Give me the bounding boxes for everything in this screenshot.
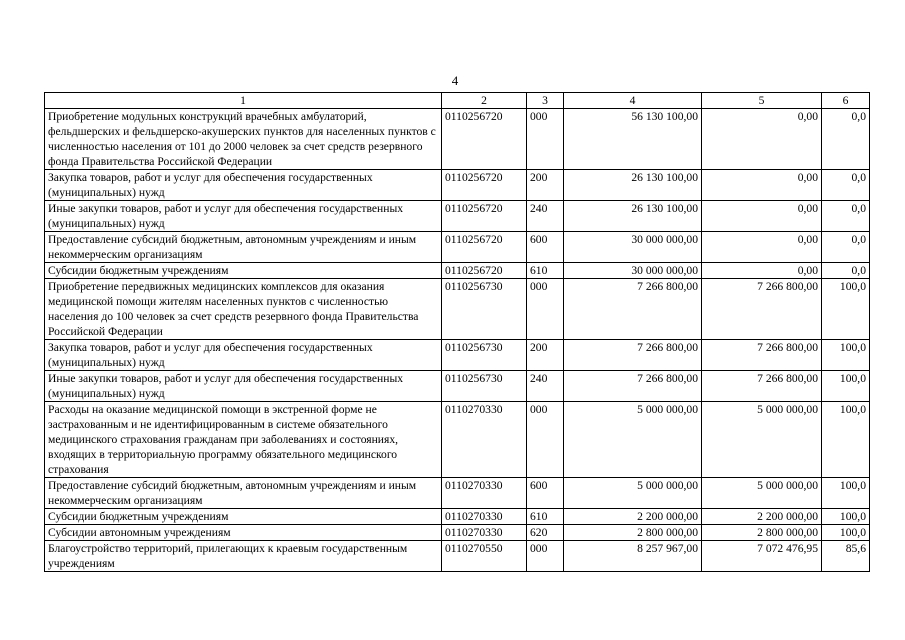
execution-percent: 100,0 <box>822 340 870 371</box>
execution-percent: 100,0 <box>822 478 870 509</box>
table-row <box>45 170 870 201</box>
column-header: 5 <box>702 93 822 109</box>
execution-percent: 100,0 <box>822 402 870 478</box>
table-row <box>45 509 870 525</box>
table-row <box>45 478 870 509</box>
execution-percent: 85,6 <box>822 541 870 572</box>
row-description: Предоставление субсидий бюджетным, автономным учреждениям и иным некоммерческим организациям <box>45 232 442 263</box>
column-header: 6 <box>822 93 870 109</box>
row-description: Закупка товаров, работ и услуг для обеспечения государственных (муниципальных) нужд <box>45 340 442 371</box>
row-description: Субсидии бюджетным учреждениям <box>45 509 442 525</box>
executed-amount: 7 266 800,00 <box>702 340 822 371</box>
target-article-code: 0110256720 <box>442 263 527 279</box>
table-row <box>45 541 870 572</box>
target-article-code: 0110270330 <box>442 402 527 478</box>
expense-type-code: 600 <box>527 478 564 509</box>
target-article-code: 0110270330 <box>442 509 527 525</box>
column-header: 2 <box>442 93 527 109</box>
expense-type-code: 000 <box>527 109 564 170</box>
execution-percent: 0,0 <box>822 232 870 263</box>
expense-type-code: 240 <box>527 371 564 402</box>
executed-amount: 2 800 000,00 <box>702 525 822 541</box>
table-row <box>45 525 870 541</box>
planned-amount: 8 257 967,00 <box>564 541 702 572</box>
expense-type-code: 200 <box>527 340 564 371</box>
page-number: 4 <box>451 73 459 88</box>
target-article-code: 0110256730 <box>442 371 527 402</box>
table-row <box>45 263 870 279</box>
table-row <box>45 279 870 340</box>
execution-percent: 100,0 <box>822 371 870 402</box>
row-description: Приобретение модульных конструкций врачебных амбулаторий, фельдшерских и фельдшерско-акушерских пунктов для населенных пунктов с численностью населения от 101 до 2000 человек за счет средств резервного фонда Правительства Российской Федерации <box>45 109 442 170</box>
planned-amount: 30 000 000,00 <box>564 232 702 263</box>
expense-type-code: 610 <box>527 263 564 279</box>
executed-amount: 0,00 <box>702 109 822 170</box>
table-body <box>45 109 870 572</box>
target-article-code: 0110256730 <box>442 279 527 340</box>
executed-amount: 0,00 <box>702 232 822 263</box>
row-description: Субсидии бюджетным учреждениям <box>45 263 442 279</box>
table-row <box>45 340 870 371</box>
row-description: Иные закупки товаров, работ и услуг для обеспечения государственных (муниципальных) нужд <box>45 201 442 232</box>
column-header: 1 <box>45 93 442 109</box>
planned-amount: 26 130 100,00 <box>564 201 702 232</box>
planned-amount: 56 130 100,00 <box>564 109 702 170</box>
row-description: Благоустройство территорий, прилегающих к краевым государственным учреждениям <box>45 541 442 572</box>
table-row <box>45 232 870 263</box>
budget-table <box>44 92 870 572</box>
executed-amount: 0,00 <box>702 263 822 279</box>
expense-type-code: 000 <box>527 279 564 340</box>
expense-type-code: 600 <box>527 232 564 263</box>
row-description: Расходы на оказание медицинской помощи в экстренной форме не застрахованным и не идентифицированным в системе обязательного медицинского страхования гражданам при заболеваниях и состояниях, входящих в территориальную программу обязательного медицинского страхования <box>45 402 442 478</box>
planned-amount: 2 800 000,00 <box>564 525 702 541</box>
expense-type-code: 240 <box>527 201 564 232</box>
target-article-code: 0110256720 <box>442 232 527 263</box>
expense-type-code: 610 <box>527 509 564 525</box>
expense-type-code: 000 <box>527 402 564 478</box>
execution-percent: 0,0 <box>822 170 870 201</box>
execution-percent: 0,0 <box>822 109 870 170</box>
execution-percent: 100,0 <box>822 509 870 525</box>
execution-percent: 0,0 <box>822 201 870 232</box>
target-article-code: 0110270330 <box>442 525 527 541</box>
planned-amount: 2 200 000,00 <box>564 509 702 525</box>
planned-amount: 7 266 800,00 <box>564 340 702 371</box>
executed-amount: 7 072 476,95 <box>702 541 822 572</box>
row-description: Приобретение передвижных медицинских комплексов для оказания медицинской помощи жителям населенных пунктов с численностью населения до 100 человек за счет средств резервного фонда Правительства Российской Федерации <box>45 279 442 340</box>
table-row <box>45 402 870 478</box>
row-description: Предоставление субсидий бюджетным, автономным учреждениям и иным некоммерческим организациям <box>45 478 442 509</box>
target-article-code: 0110256730 <box>442 340 527 371</box>
table-row <box>45 371 870 402</box>
target-article-code: 0110256720 <box>442 170 527 201</box>
expense-type-code: 200 <box>527 170 564 201</box>
planned-amount: 30 000 000,00 <box>564 263 702 279</box>
expense-type-code: 000 <box>527 541 564 572</box>
execution-percent: 100,0 <box>822 279 870 340</box>
target-article-code: 0110256720 <box>442 109 527 170</box>
target-article-code: 0110270330 <box>442 478 527 509</box>
execution-percent: 100,0 <box>822 525 870 541</box>
table-header-row <box>45 93 870 109</box>
executed-amount: 0,00 <box>702 201 822 232</box>
expense-type-code: 620 <box>527 525 564 541</box>
table-row <box>45 201 870 232</box>
planned-amount: 26 130 100,00 <box>564 170 702 201</box>
row-description: Закупка товаров, работ и услуг для обеспечения государственных (муниципальных) нужд <box>45 170 442 201</box>
planned-amount: 7 266 800,00 <box>564 279 702 340</box>
target-article-code: 0110256720 <box>442 201 527 232</box>
planned-amount: 5 000 000,00 <box>564 402 702 478</box>
execution-percent: 0,0 <box>822 263 870 279</box>
executed-amount: 2 200 000,00 <box>702 509 822 525</box>
row-description: Иные закупки товаров, работ и услуг для обеспечения государственных (муниципальных) нужд <box>45 371 442 402</box>
planned-amount: 5 000 000,00 <box>564 478 702 509</box>
column-header: 3 <box>527 93 564 109</box>
executed-amount: 7 266 800,00 <box>702 371 822 402</box>
executed-amount: 5 000 000,00 <box>702 478 822 509</box>
planned-amount: 7 266 800,00 <box>564 371 702 402</box>
executed-amount: 0,00 <box>702 170 822 201</box>
table-row <box>45 109 870 170</box>
target-article-code: 0110270550 <box>442 541 527 572</box>
executed-amount: 7 266 800,00 <box>702 279 822 340</box>
column-header: 4 <box>564 93 702 109</box>
row-description: Субсидии автономным учреждениям <box>45 525 442 541</box>
executed-amount: 5 000 000,00 <box>702 402 822 478</box>
